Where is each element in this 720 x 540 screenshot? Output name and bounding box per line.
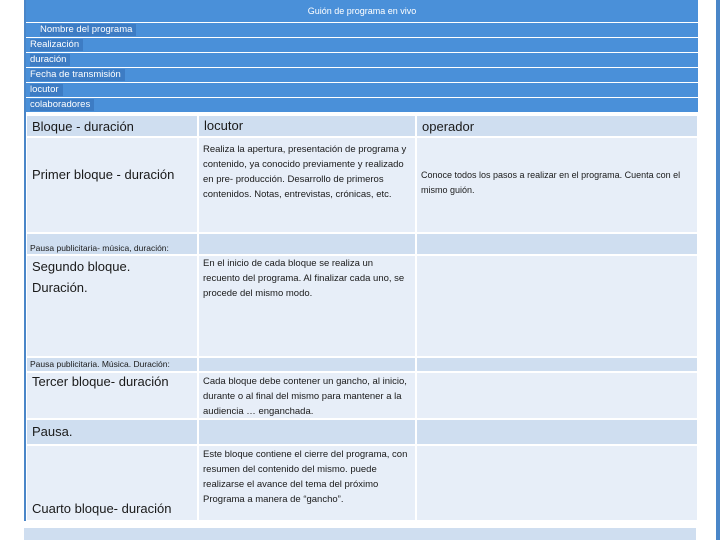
meta-label: Realización xyxy=(30,39,83,51)
meta-label: colaboradores xyxy=(30,99,94,111)
second-block-label: Segundo bloque. Duración. xyxy=(32,259,131,295)
pause-2-label: Pausa publicitaria. Música. Duración: xyxy=(30,359,170,369)
third-block-label: Tercer bloque- duración xyxy=(32,374,169,389)
block-row-first xyxy=(26,137,698,233)
meta-row-production xyxy=(26,38,698,53)
meta-label: locutor xyxy=(30,84,63,96)
table-bottom-row xyxy=(24,528,696,540)
meta-label: duración xyxy=(30,54,70,66)
first-block-operator-text: Conoce todos los pasos a realizar en el programa. Cuenta con el mismo guión. xyxy=(421,170,681,195)
pause-1-label: Pausa publicitaria- música, duración: xyxy=(30,243,169,253)
pause-row-1 xyxy=(26,233,698,255)
pause-row-3 xyxy=(26,419,698,445)
block-row-fourth xyxy=(26,445,698,521)
header-row xyxy=(26,115,698,137)
meta-label: Nombre del programa xyxy=(40,24,136,36)
header-announcer: locutor xyxy=(204,118,244,133)
header-operator: operador xyxy=(422,119,475,134)
script-grid xyxy=(26,115,698,521)
block-row-second xyxy=(26,255,698,357)
right-edge-bar xyxy=(716,0,720,540)
fourth-block-label: Cuarto bloque- duración xyxy=(32,501,172,516)
meta-row-duration xyxy=(26,53,698,68)
fourth-block-announcer-text: Este bloque contiene el cierre del programa, con resumen del contenido del mismo. puede realizarse el avance del tema del próximo Programa a manera de “gancho”. xyxy=(203,449,408,505)
script-table xyxy=(24,0,698,521)
first-block-announcer-text: Realiza la apertura, presentación de programa y contenido, ya conocido previamente y realizado en pre- producción. Desarrollo de primeros contenidos. Notas, entrevistas, crónicas, etc. xyxy=(203,144,407,200)
meta-row-announcer xyxy=(26,83,698,98)
meta-row-collaborators xyxy=(26,98,698,113)
meta-label: Fecha de transmisión xyxy=(30,69,125,81)
meta-row-broadcast-date xyxy=(26,68,698,83)
second-block-announcer-text: En el inicio de cada bloque se realiza un recuento del programa. Al finalizar cada uno, se procede del mismo modo. xyxy=(203,258,405,299)
third-block-announcer-text: Cada bloque debe contener un gancho, al inicio, durante o al final del mismo para mantener a la audiencia … enganchada. xyxy=(203,376,407,417)
meta-row-program-name xyxy=(26,23,698,38)
block-row-third xyxy=(26,372,698,419)
first-block-label: Primer bloque - duración xyxy=(32,167,175,182)
table-title: Guión de programa en vivo xyxy=(26,0,698,23)
pause-3-label: Pausa. xyxy=(32,424,73,439)
pause-row-2 xyxy=(26,357,698,372)
header-block-duration: Bloque - duración xyxy=(32,119,134,134)
